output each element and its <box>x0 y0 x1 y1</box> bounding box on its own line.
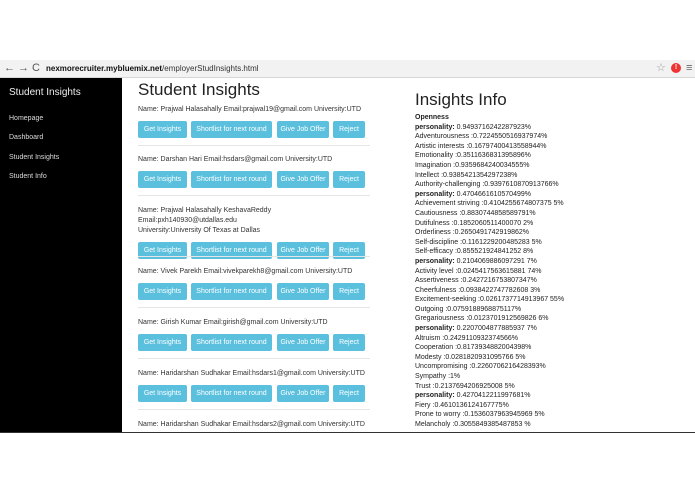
bookmark-star-icon[interactable]: ☆ <box>656 62 666 74</box>
student-card <box>138 105 370 138</box>
insight-value: Fiery :0.4610136124167775% <box>415 401 509 409</box>
insight-line <box>415 401 685 411</box>
insight-value: Altruism :0.2429110932374566% <box>415 334 519 342</box>
insight-line <box>415 228 685 238</box>
give-job-offer-button[interactable]: Give Job Offer <box>277 334 329 351</box>
insight-line <box>415 219 685 229</box>
student-card <box>138 420 370 430</box>
insight-line <box>415 190 685 200</box>
shortlist-button[interactable]: Shortlist for next round <box>191 242 272 259</box>
reject-button[interactable]: Reject <box>333 171 365 188</box>
get-insights-button[interactable]: Get Insights <box>138 121 187 138</box>
insight-line <box>415 257 685 267</box>
insight-value: Melancholy :0.3055849385487853 % <box>415 421 531 428</box>
insight-line <box>415 180 685 190</box>
insight-value: Cautiousness :0.8830744858589791% <box>415 209 536 217</box>
give-job-offer-button[interactable]: Give Job Offer <box>277 121 329 138</box>
insight-value: Self-discipline :0.1161229200485283 5% <box>415 238 542 246</box>
forward-arrow-icon[interactable]: → <box>18 62 29 74</box>
address-bar[interactable] <box>46 62 259 75</box>
insight-value: Artistic interests :0.16797400413558944% <box>415 142 547 150</box>
browser-toolbar <box>0 60 695 78</box>
sidebar-item-student-insights[interactable]: Student Insights <box>9 154 60 161</box>
insight-line <box>415 372 685 382</box>
insight-value: Assertiveness :0.2427216753807347% <box>415 277 537 285</box>
insight-line <box>415 142 685 152</box>
shortlist-button[interactable]: Shortlist for next round <box>191 121 272 138</box>
insights-list <box>415 113 685 430</box>
insight-value: Dutifulness :0.1852060511400070 2% <box>415 219 534 227</box>
insight-label: personality: <box>415 392 455 400</box>
get-insights-button[interactable]: Get Insights <box>138 283 187 300</box>
insight-value: Adventurousness :0.7224550516937974% <box>415 133 548 141</box>
insight-line <box>415 314 685 324</box>
shortlist-button[interactable]: Shortlist for next round <box>191 283 272 300</box>
student-info-text: Name: Prajwal Halasahally KeshavaReddy Email:pxh140930@utdallas.edu <box>138 207 272 224</box>
reject-button[interactable]: Reject <box>333 242 365 259</box>
sidebar-item-dashboard[interactable]: Dashboard <box>9 134 44 141</box>
insight-label: personality: <box>415 123 455 131</box>
student-info-text: Name: Vivek Parekh Email:vivekparekh8@gmail.com University:UTD <box>138 268 353 275</box>
reject-button[interactable]: Reject <box>333 283 365 300</box>
shortlist-button[interactable]: Shortlist for next round <box>191 385 272 402</box>
student-card <box>138 318 370 351</box>
get-insights-button[interactable]: Get Insights <box>138 385 187 402</box>
page-title: Student Insights <box>138 80 260 99</box>
insight-line <box>415 324 685 334</box>
insight-value: Excitement-seeking :0.0261737714913967 55% <box>415 296 565 304</box>
insight-line <box>415 151 685 161</box>
insight-line <box>415 305 685 315</box>
insight-value: 0.2104069886097291 7% <box>454 257 537 265</box>
screen-top-margin <box>0 0 695 60</box>
student-card <box>138 206 370 259</box>
insight-value: 0.4270412211997681% <box>454 392 531 400</box>
url-host: nexmorecruiter.mybluemix.net <box>46 64 163 73</box>
sidebar-brand[interactable]: Student Insights <box>9 87 81 98</box>
insight-line <box>415 123 685 133</box>
extension-icon[interactable]: ! <box>671 63 681 73</box>
give-job-offer-button[interactable]: Give Job Offer <box>277 385 329 402</box>
reject-button[interactable]: Reject <box>333 385 365 402</box>
insight-value: Authority-challenging :0.9397610870913766% <box>415 181 559 189</box>
insight-line <box>415 276 685 286</box>
insight-line <box>415 247 685 257</box>
student-card <box>138 369 370 402</box>
insight-value: Self-efficacy :0.855521924841252 8% <box>415 248 534 256</box>
insight-label: personality: <box>415 190 455 198</box>
divider <box>138 195 370 196</box>
browser-menu-icon[interactable]: ≡ <box>686 62 693 74</box>
reject-button[interactable]: Reject <box>333 121 365 138</box>
insight-value: Uncompromising :0.2260706216428393% <box>415 363 546 371</box>
insight-value: Emotionality :0.3511636831395896% <box>415 152 531 160</box>
insight-value: Cheerfulness :0.0938422747782608 3% <box>415 286 541 294</box>
divider <box>138 145 370 146</box>
insight-value: Activity level :0.0245417563615881 74% <box>415 267 542 275</box>
get-insights-button[interactable]: Get Insights <box>138 334 187 351</box>
insight-line <box>415 391 685 401</box>
insight-line <box>415 113 685 123</box>
get-insights-button[interactable]: Get Insights <box>138 242 187 259</box>
insight-line <box>415 353 685 363</box>
give-job-offer-button[interactable]: Give Job Offer <box>277 242 329 259</box>
insight-value: Prone to worry :0.1536037963945969 5% <box>415 411 545 419</box>
insight-value: Achievement striving :0.4104255674807375 5% <box>415 200 564 208</box>
insight-label: personality: <box>415 325 455 333</box>
divider <box>138 256 370 257</box>
insight-value: Sympathy :1% <box>415 373 461 381</box>
insight-line <box>415 286 685 296</box>
student-card <box>138 267 370 300</box>
url-path: /employerStudInsights.html <box>162 64 259 73</box>
insight-line <box>415 420 685 430</box>
student-info-text: Name: Haridarshan Sudhakar Email:hsdars2@gmail.com University:UTD <box>138 421 365 428</box>
insight-value: Outgoing :0.0759188968875117% <box>415 305 522 313</box>
main-content <box>122 78 695 433</box>
insight-value: Trust :0.2137694206925008 5% <box>415 382 515 390</box>
student-info-text: Name: Darshan Hari Email:hsdars@gmail.com University:UTD <box>138 156 333 163</box>
insight-label: personality: <box>415 257 455 265</box>
back-arrow-icon[interactable]: ← <box>4 62 15 74</box>
shortlist-button[interactable]: Shortlist for next round <box>191 171 272 188</box>
student-info-text: Name: Prajwal Halasahally Email:prajwal19@gmail.com University:UTD <box>138 106 362 113</box>
insight-line <box>415 343 685 353</box>
divider <box>138 409 370 410</box>
divider <box>138 358 370 359</box>
student-info-text: Name: Haridarshan Sudhakar Email:hsdars1@gmail.com University:UTD <box>138 370 365 377</box>
insight-line <box>415 362 685 372</box>
insight-line <box>415 267 685 277</box>
insights-title: Insights Info <box>415 90 507 109</box>
insight-line <box>415 171 685 181</box>
insight-value: Intellect :0.9385421354297238% <box>415 171 518 179</box>
divider <box>138 307 370 308</box>
screen-bottom-margin <box>0 433 695 494</box>
insight-line <box>415 295 685 305</box>
insight-value: 0.4704661610570499% <box>454 190 531 198</box>
sidebar <box>0 78 122 433</box>
insight-value: Cooperation :0.8173934882004398% <box>415 344 532 352</box>
insight-value: Gregariousness :0.0123701912569826 6% <box>415 315 549 323</box>
insight-value: 0.9493716242287923% <box>454 123 531 131</box>
insight-line <box>415 238 685 248</box>
give-job-offer-button[interactable]: Give Job Offer <box>277 171 329 188</box>
insight-label: Openness <box>415 114 449 121</box>
student-card <box>138 155 370 188</box>
student-info-text-line2: University:University Of Texas at Dallas <box>138 227 261 234</box>
give-job-offer-button[interactable]: Give Job Offer <box>277 283 329 300</box>
insight-value: Imagination :0.9359684240034555% <box>415 161 530 169</box>
insight-line <box>415 161 685 171</box>
reload-icon[interactable]: C <box>32 62 40 74</box>
insight-line <box>415 382 685 392</box>
sidebar-item-homepage[interactable]: Homepage <box>9 115 44 122</box>
shortlist-button[interactable]: Shortlist for next round <box>191 334 272 351</box>
insight-value: 0.2207004877885937 7% <box>454 325 537 333</box>
insight-value: Modesty :0.0281820931095766 5% <box>415 353 526 361</box>
reject-button[interactable]: Reject <box>333 334 365 351</box>
insight-line <box>415 199 685 209</box>
insight-line <box>415 132 685 142</box>
insight-line <box>415 209 685 219</box>
insight-line <box>415 334 685 344</box>
student-info-text: Name: Girish Kumar Email:girish@gmail.com University:UTD <box>138 319 328 326</box>
insight-value: Orderliness :0.2650491742919862% <box>415 229 530 237</box>
get-insights-button[interactable]: Get Insights <box>138 171 187 188</box>
sidebar-item-student-info[interactable]: Student Info <box>9 173 47 180</box>
insight-line <box>415 410 685 420</box>
